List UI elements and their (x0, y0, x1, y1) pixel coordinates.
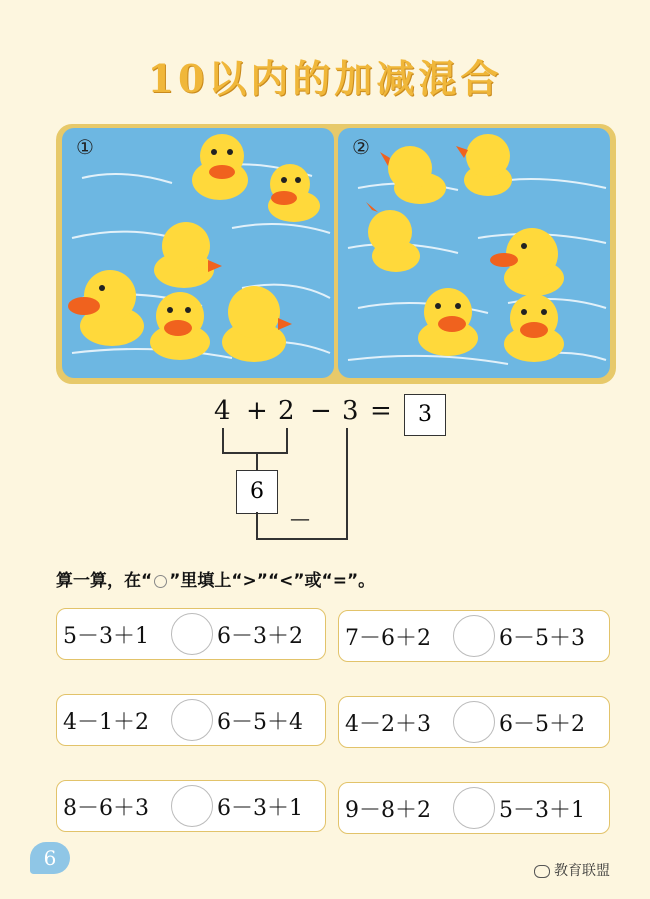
duck-picture-frame (56, 124, 616, 384)
exercise-card-4 (338, 696, 610, 748)
bracket-line (346, 428, 348, 538)
example-equals-sign: = (370, 396, 392, 426)
left-expression: 7－6＋2 (345, 626, 431, 651)
example-operand-c: 3 (342, 396, 359, 426)
example-operand-a: 4 (214, 396, 231, 426)
answer-circle[interactable] (453, 701, 495, 743)
wechat-icon (534, 865, 550, 878)
duck-panel-1 (62, 128, 334, 378)
answer-circle[interactable] (453, 787, 495, 829)
intermediate-minus-mark: — (290, 506, 310, 530)
answer-circle[interactable] (171, 699, 213, 741)
left-expression: 4－2＋3 (345, 712, 431, 737)
duck-scene-1 (62, 128, 334, 378)
exercise-card-6 (338, 782, 610, 834)
example-result-box: 3 (404, 394, 446, 436)
intermediate-result-box: 6 (236, 470, 278, 514)
right-expression: 6－5＋3 (499, 626, 585, 651)
duck-scene-2 (338, 128, 610, 378)
bracket-line (256, 538, 348, 540)
exercise-card-3 (56, 694, 326, 746)
example-minus-sign: − (310, 396, 332, 426)
right-expression: 6－3＋2 (217, 624, 303, 649)
watermark-text: 教育联盟 (554, 863, 610, 879)
panel-1-label: ① (76, 135, 94, 159)
right-expression: 5－3＋1 (499, 798, 585, 823)
right-expression: 6－5＋4 (217, 710, 303, 735)
page-number: 6 (30, 842, 70, 874)
left-expression: 4－1＋2 (63, 710, 149, 735)
left-expression: 9－8＋2 (345, 798, 431, 823)
left-expression: 5－3＋1 (63, 624, 149, 649)
exercise-card-1 (56, 608, 326, 660)
right-expression: 6－3＋1 (217, 796, 303, 821)
right-expression: 6－5＋2 (499, 712, 585, 737)
left-expression: 8－6＋3 (63, 796, 149, 821)
exercise-card-2 (338, 610, 610, 662)
example-operand-b: 2 (278, 396, 295, 426)
bracket-line (222, 428, 224, 452)
watermark (534, 860, 610, 880)
answer-circle[interactable] (171, 785, 213, 827)
bracket-line (256, 452, 258, 470)
exercise-instruction (56, 566, 375, 591)
bracket-line (222, 452, 288, 454)
exercise-card-5 (56, 780, 326, 832)
panel-2-label: ② (352, 135, 370, 159)
circle-icon (154, 575, 167, 588)
bracket-line (256, 512, 258, 538)
bracket-line (286, 428, 288, 452)
example-plus-sign: + (246, 396, 268, 426)
duck-panel-2 (338, 128, 610, 378)
instruction-text-2: ”里填上“>”“<”或“=”。 (169, 571, 376, 591)
page-title: 10以内的加减混合 (147, 56, 503, 101)
answer-circle[interactable] (453, 615, 495, 657)
answer-circle[interactable] (171, 613, 213, 655)
instruction-text-1: 算一算，在“ (56, 571, 153, 591)
